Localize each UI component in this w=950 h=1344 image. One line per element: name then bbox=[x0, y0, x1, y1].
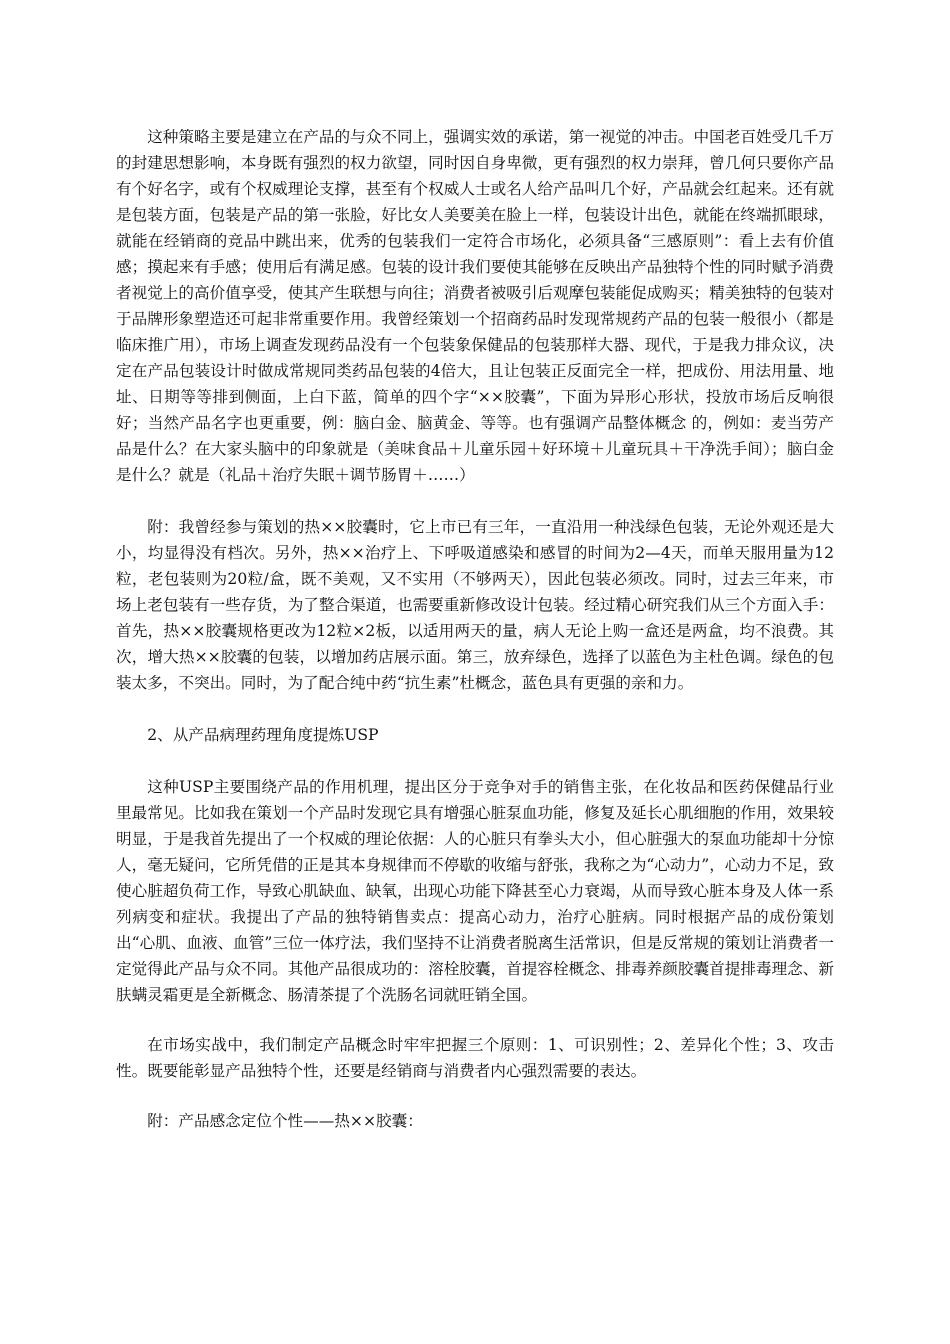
paragraph-three-principles: 在市场实战中，我们制定产品概念时牢牢把握三个原则：1、可识别性；2、差异化个性；3、攻击性。既要能彰显产品独特个性，还要是经销商与消费者内心强烈需要的表达。 bbox=[116, 1036, 834, 1080]
paragraph-appendix-packaging-case: 附：我曾经参与策划的热××胶囊时，它上市已有三年，一直沿用一种浅绿色包装，无论外观还是大小，均显得没有档次。另外，热××治疗上、下呼吸道感染和感冒的时间为2—4天，而单天服用量为12粒，老包装则为20粒/盒，既不美观，又不实用（不够两天），因此包装必须改。同时，过去三年来，市场上老包装有一些存货，为了整合渠道，也需要重新修改设计包装。经过精心研究我们从三个方面入手：首先，热××胶囊规格更改为12粒×2板，以适用两天的量，病人无论上购一盒还是两盒，均不浪费。其次，增大热××胶囊的包装，以增加药店展示面。第三，放弃绿色，选择了以蓝色为主杜色调。绿色的包装太多，不突出。同时，为了配合纯中药“抗生素”杜概念，蓝色具有更强的亲和力。 bbox=[116, 518, 834, 692]
document-body bbox=[116, 124, 834, 1134]
paragraph-packaging-strategy: 这种策略主要是建立在产品的与众不同上，强调实效的承诺，第一视觉的冲击。中国老百姓受几千万的封建思想影响，本身既有强烈的权力欲望，同时因自身卑微，更有强烈的权力崇拜，曾几何只要你产品有个好名字，或有个权威理论支撑，甚至有个权威人士或名人给产品叫几个好，产品就会红起来。还有就是包装方面，包装是产品的第一张脸，好比女人美要美在脸上一样，包装设计出色，就能在终端抓眼球，就能在经销商的竞品中跳出来，优秀的包装我们一定符合市场化，必须具备“三感原则”：看上去有价值感；摸起来有手感；使用后有满足感。包装的设计我们要使其能够在反映出产品独特个性的同时赋予消费者视觉上的高价值享受，使其产生联想与向往；消费者被吸引后观摩包装能促成购买；精美独特的包装对于品牌形象塑造还可起非常重要作用。我曾经策划一个招商药品时发现常规药产品的包装一般很小（都是临床推广用），市场上调查发现药品没有一个包装象保健品的包装那样大器、现代，于是我力排众议，决定在产品包装设计时做成常规同类药品包装的4倍大，且让包装正反面完全一样，把成份、用法用量、地址、日期等等排到侧面，上白下蓝，简单的四个字“××胶囊”，下面为异形心形状，投放市场后反响很好；当然产品名字也更重要，例：脑白金、脑黄金、等等。也有强调产品整体概念 的，例如：麦当劳产品是什么？在大家头脑中的印象就是（美味食品＋儿童乐园＋好环境＋儿童玩具＋干净洗手间）；脑白金是什么？就是（礼品＋治疗失眠＋调节肠胃＋……） bbox=[116, 128, 834, 484]
paragraph-usp-mechanism: 这种USP主要围绕产品的作用机理，提出区分于竞争对手的销售主张，在化妆品和医药保健品行业里最常见。比如我在策划一个产品时发现它具有增强心脏泵血功能，修复及延长心肌细胞的作用，效果较明显，于是我首先提出了一个权威的理论依据：人的心脏只有拳头大小，但心脏强大的泵血功能却十分惊人，毫无疑问，它所凭借的正是其本身规律而不停歇的收缩与舒张，我称之为“心动力”，心动力不足，致使心脏超负荷工作，导致心肌缺血、缺氧，出现心功能下降甚至心力衰竭，从而导致心脏本身及人体一系列病变和症状。我提出了产品的独特销售卖点：提高心动力，治疗心脏病。同时根据产品的成份策划出“心肌、血液、血管”三位一体疗法，我们坚持不让消费者脱离生活常识，但是反常规的策划让消费者一定觉得此产品与众不同。其他产品很成功的：溶栓胶囊，首提容栓概念、排毒养颜胶囊首提排毒理念、新肤螨灵霜更是全新概念、肠清茶提了个洗肠名词就旺销全国。 bbox=[116, 778, 834, 1004]
paragraph-appendix-positioning: 附：产品感念定位个性——热××胶囊： bbox=[147, 1112, 423, 1130]
section-heading-usp: 2、从产品病理药理角度提炼USP bbox=[147, 726, 379, 744]
